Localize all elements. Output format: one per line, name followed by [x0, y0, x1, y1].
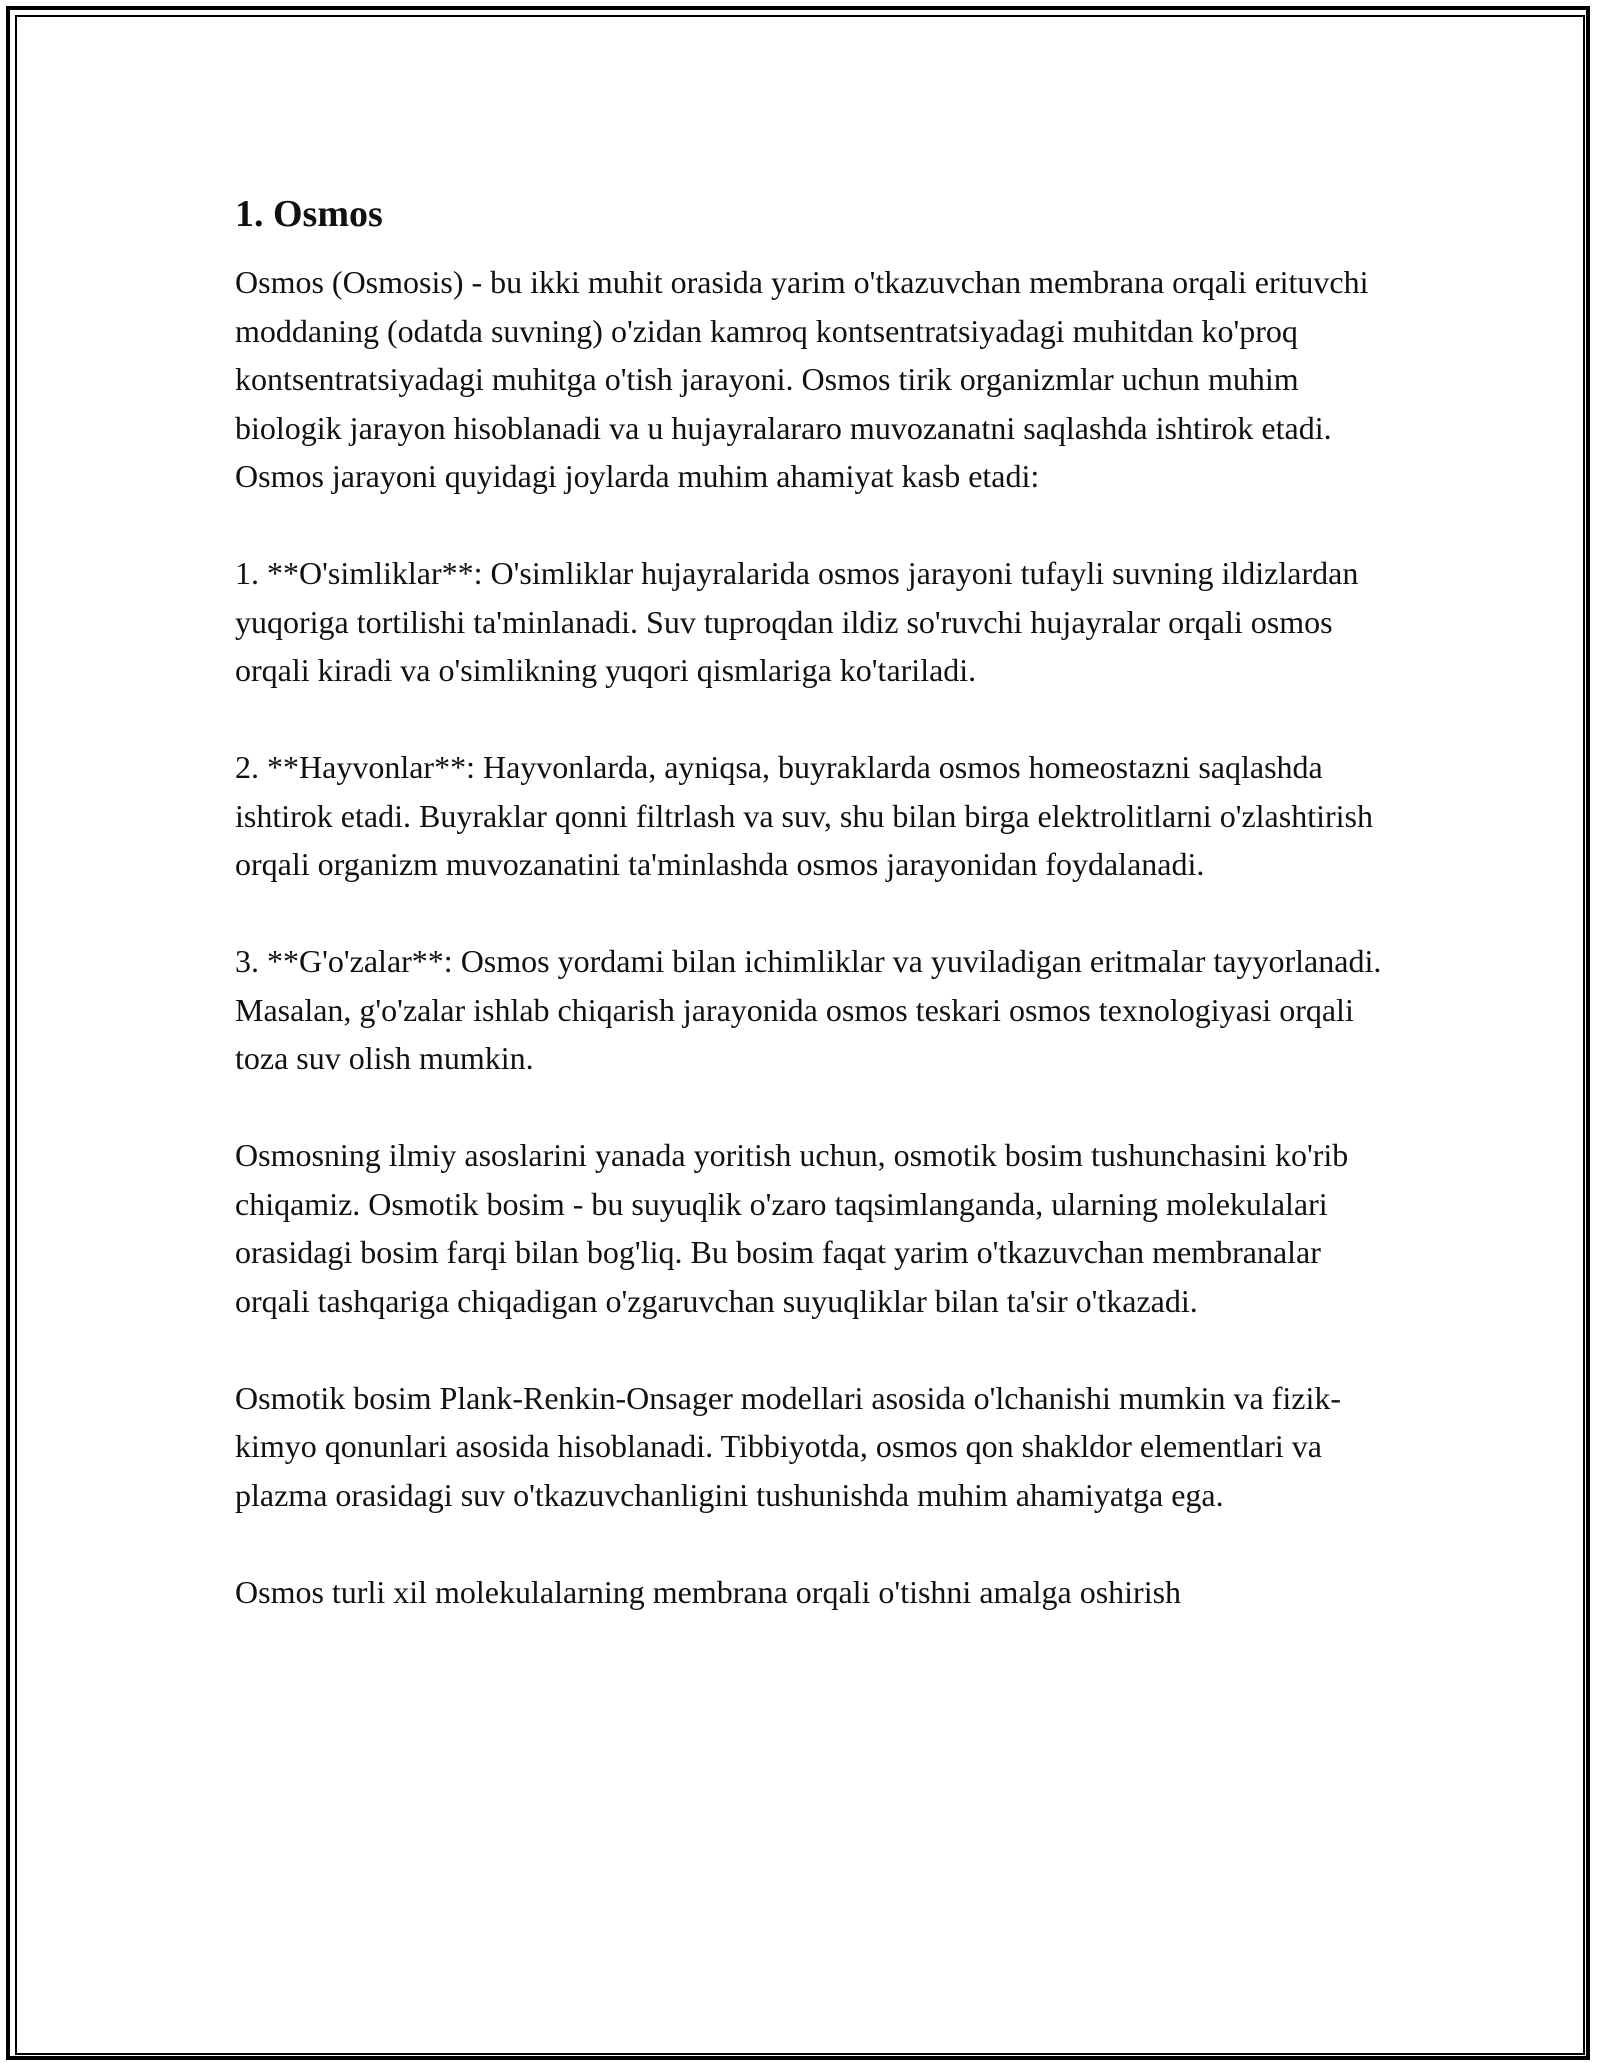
- paragraph-measurement: Osmotik bosim Plank-Renkin-Onsager modellari asosida o'lchanishi mumkin va fizik-kimyo qonunlari asosida hisoblanadi. Tibbiyotda, osmos qon shakldor elementlari va plazma orasidagi suv o'tkazuvchanligini tushunishda muhim ahamiyatga ega.: [235, 1379, 1342, 1513]
- paragraph-osmotic-pressure: Osmosning ilmiy asoslarini yanada yoritish uchun, osmotik bosim tushunchasini ko'rib chiqamiz. Osmotik bosim - bu suyuqlik o'zaro taqsimlanganda, ularning molekulalari orasidagi bosim farqi bilan bog'liq. Bu bosim faqat yarim o'tkazuvchan membranalar orqali tashqariga chiqadigan o'zgaruvchan suyuqliklar bilan ta'sir o'tkazadi.: [235, 1137, 1349, 1319]
- section-heading: 1. Osmos: [235, 193, 383, 235]
- paragraph-animals: 2. **Hayvonlar**: Hayvonlarda, ayniqsa, buyraklarda osmos homeostazni saqlashda ishtirok etadi. Buyraklar qonni filtrlash va suv, shu bilan birga elektrolitlarni o'zlashtirish orqali organizm muvozanatini ta'minlashda osmos jarayonidan foydalanadi.: [235, 749, 1373, 882]
- paragraph-closing: Osmos turli xil molekulalarning membrana orqali o'tishni amalga oshirish: [235, 1573, 1182, 1610]
- document-body: [235, 188, 1385, 1616]
- paragraph-cotton: 3. **G'o'zalar**: Osmos yordami bilan ichimliklar va yuviladigan eritmalar tayyorlanadi. Masalan, g'o'zalar ishlab chiqarish jarayonida osmos teskari osmos texnologiyasi orqali toza suv olish mumkin.: [235, 943, 1382, 1076]
- paragraph-plants: 1. **O'simliklar**: O'simliklar hujayralarida osmos jarayoni tufayli suvning ildizlardan yuqoriga tortilishi ta'minlanadi. Suv tuproqdan ildiz so'ruvchi hujayralar orqali osmos orqali kiradi va o'simlikning yuqori qismlariga ko'tariladi.: [235, 555, 1359, 688]
- paragraph-intro: Osmos (Osmosis) - bu ikki muhit orasida yarim o'tkazuvchan membrana orqali erituvchi moddaning (odatda suvning) o'zidan kamroq kontsentratsiyadagi muhitdan ko'proq kontsentratsiyadagi muhitga o'tish jarayoni. Osmos tirik organizmlar uchun muhim biologik jarayon hisoblanadi va u hujayralararo muvozanatni saqlashda ishtirok etadi. Osmos jarayoni quyidagi joylarda muhim ahamiyat kasb etadi:: [235, 264, 1369, 494]
